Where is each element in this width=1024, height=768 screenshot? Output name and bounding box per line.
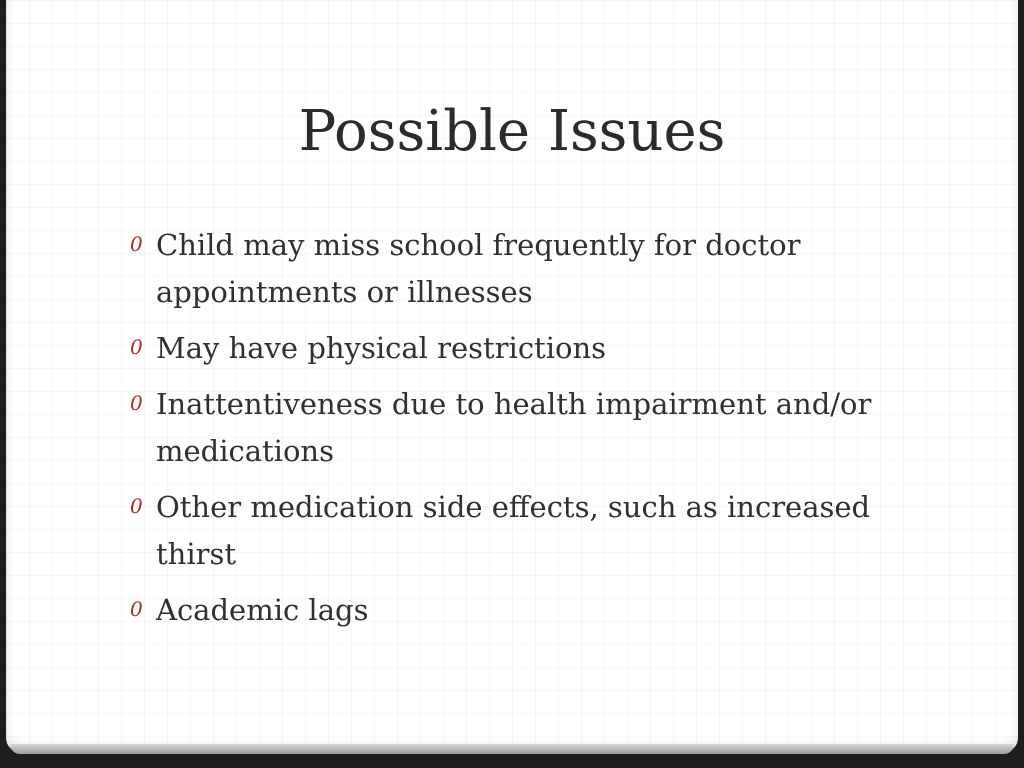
bullet-text: Child may miss school frequently for doctor appointments or illnesses [156, 228, 801, 309]
bullet-item [128, 484, 908, 578]
slide [6, 0, 1018, 752]
bullet-text: Other medication side effects, such as increased thirst [156, 490, 871, 571]
bullet-item [128, 325, 908, 372]
bullet-text: May have physical restrictions [156, 331, 607, 365]
bullet-item [128, 587, 908, 634]
bullet-marker-icon: 0 [130, 391, 143, 415]
bullet-marker-icon: 0 [130, 335, 143, 359]
bullet-item [128, 222, 908, 316]
slide-bottom-edge [10, 744, 1014, 754]
bullet-marker-icon: 0 [130, 232, 143, 256]
slide-title: Possible Issues [298, 99, 726, 164]
bullet-list [128, 222, 908, 643]
bullet-text: Inattentiveness due to health impairment and/or medications [156, 387, 872, 468]
bullet-marker-icon: 0 [130, 494, 143, 518]
bullet-item [128, 381, 908, 475]
bullet-marker-icon: 0 [130, 597, 143, 621]
bullet-text: Academic lags [156, 593, 369, 627]
